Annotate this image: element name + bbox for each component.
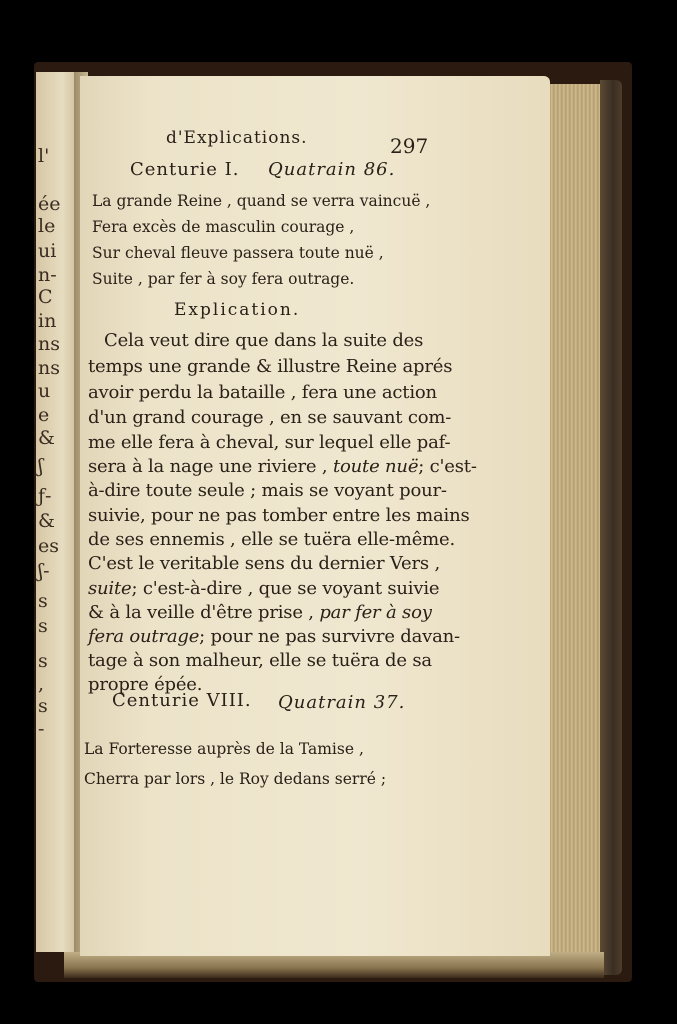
left-page-fragment: C bbox=[38, 286, 53, 308]
verse-line: La grande Reine , quand se verra vaincuë , bbox=[92, 192, 431, 210]
verse-line: La Forteresse auprès de la Tamise , bbox=[84, 740, 364, 758]
body-line: me elle fera à cheval, sur lequel elle paf- bbox=[88, 432, 451, 453]
quatrain-heading: Quatrain 86. bbox=[268, 159, 396, 180]
body-line bbox=[88, 626, 460, 647]
left-page-fragment: - bbox=[38, 718, 45, 740]
left-page-fragment: & bbox=[38, 427, 55, 449]
left-page-fragment: le bbox=[38, 215, 56, 237]
verse-line: Sur cheval fleuve passera toute nuë , bbox=[92, 244, 384, 262]
body-text: ; pour ne pas survivre davan- bbox=[199, 626, 460, 647]
body-text: ; c'est- bbox=[418, 456, 477, 477]
body-line: C'est le veritable sens du dernier Vers , bbox=[88, 553, 440, 574]
body-italic: toute nuë bbox=[332, 456, 419, 477]
left-page-fragment: n- bbox=[38, 264, 57, 286]
body-text: sera à la nage une riviere , bbox=[88, 456, 328, 477]
verse-line: Fera excès de masculin courage , bbox=[92, 218, 355, 236]
body-italic: par fer à soy bbox=[319, 602, 432, 623]
book-cover-edge bbox=[600, 80, 622, 975]
running-title: d'Explications. bbox=[166, 128, 308, 148]
body-line: tage à son malheur, elle se tuëra de sa bbox=[88, 650, 432, 671]
left-page-fragment: es bbox=[38, 535, 59, 557]
body-line: d'un grand courage , en se sauvant com- bbox=[88, 407, 452, 428]
left-page-fragment: ns bbox=[38, 357, 60, 379]
body-line: à-dire toute seule ; mais se voyant pour- bbox=[88, 480, 447, 501]
centurie-heading: Centurie VIII. bbox=[112, 690, 252, 711]
centurie-heading: Centurie I. bbox=[130, 159, 240, 180]
left-page-fragment: ʃ bbox=[38, 455, 44, 477]
body-line: suivie, pour ne pas tomber entre les mains bbox=[88, 505, 470, 526]
body-line: de ses ennemis , elle se tuëra elle-même. bbox=[88, 529, 456, 550]
left-page-fragment: ns bbox=[38, 333, 60, 355]
body-line: Cela veut dire que dans la suite des bbox=[104, 330, 424, 351]
verse-line: Suite , par fer à soy fera outrage. bbox=[92, 270, 355, 288]
body-line: propre épée. bbox=[88, 674, 203, 695]
left-page-fragment: , bbox=[38, 673, 45, 695]
body-line bbox=[88, 456, 477, 477]
left-page-fragment: ui bbox=[38, 240, 57, 262]
left-page-fragment: s bbox=[38, 590, 48, 612]
left-page-fragment: ée bbox=[38, 193, 61, 215]
left-page-fragment: ʃ- bbox=[38, 560, 50, 582]
left-page-fragment: s bbox=[38, 650, 48, 672]
verse-line: Cherra par lors , le Roy dedans serré ; bbox=[84, 770, 387, 788]
body-text: & à la veille d'être prise , bbox=[88, 602, 314, 623]
body-line: avoir perdu la bataille , fera une action bbox=[88, 382, 437, 403]
explication-title: Explication. bbox=[174, 300, 301, 320]
left-page-fragment: s bbox=[38, 695, 48, 717]
page-number: 297 bbox=[390, 134, 429, 158]
body-line: temps une grande & illustre Reine aprés bbox=[88, 356, 453, 377]
left-page-fragment: ƒ- bbox=[38, 485, 52, 507]
body-text: ; c'est-à-dire , que se voyant suivie bbox=[131, 578, 440, 599]
left-page-fragment: l' bbox=[38, 145, 50, 167]
left-page-fragment: in bbox=[38, 310, 57, 332]
body-italic: suite bbox=[88, 578, 132, 599]
quatrain-heading: Quatrain 37. bbox=[278, 692, 406, 713]
body-italic: fera outrage bbox=[88, 626, 200, 647]
left-page-fragment: & bbox=[38, 510, 55, 532]
left-page-fragment: e bbox=[38, 404, 50, 426]
left-page-fragment: u bbox=[38, 380, 51, 402]
body-line bbox=[88, 602, 432, 623]
left-page-fragment: s bbox=[38, 615, 48, 637]
body-line bbox=[88, 578, 439, 599]
